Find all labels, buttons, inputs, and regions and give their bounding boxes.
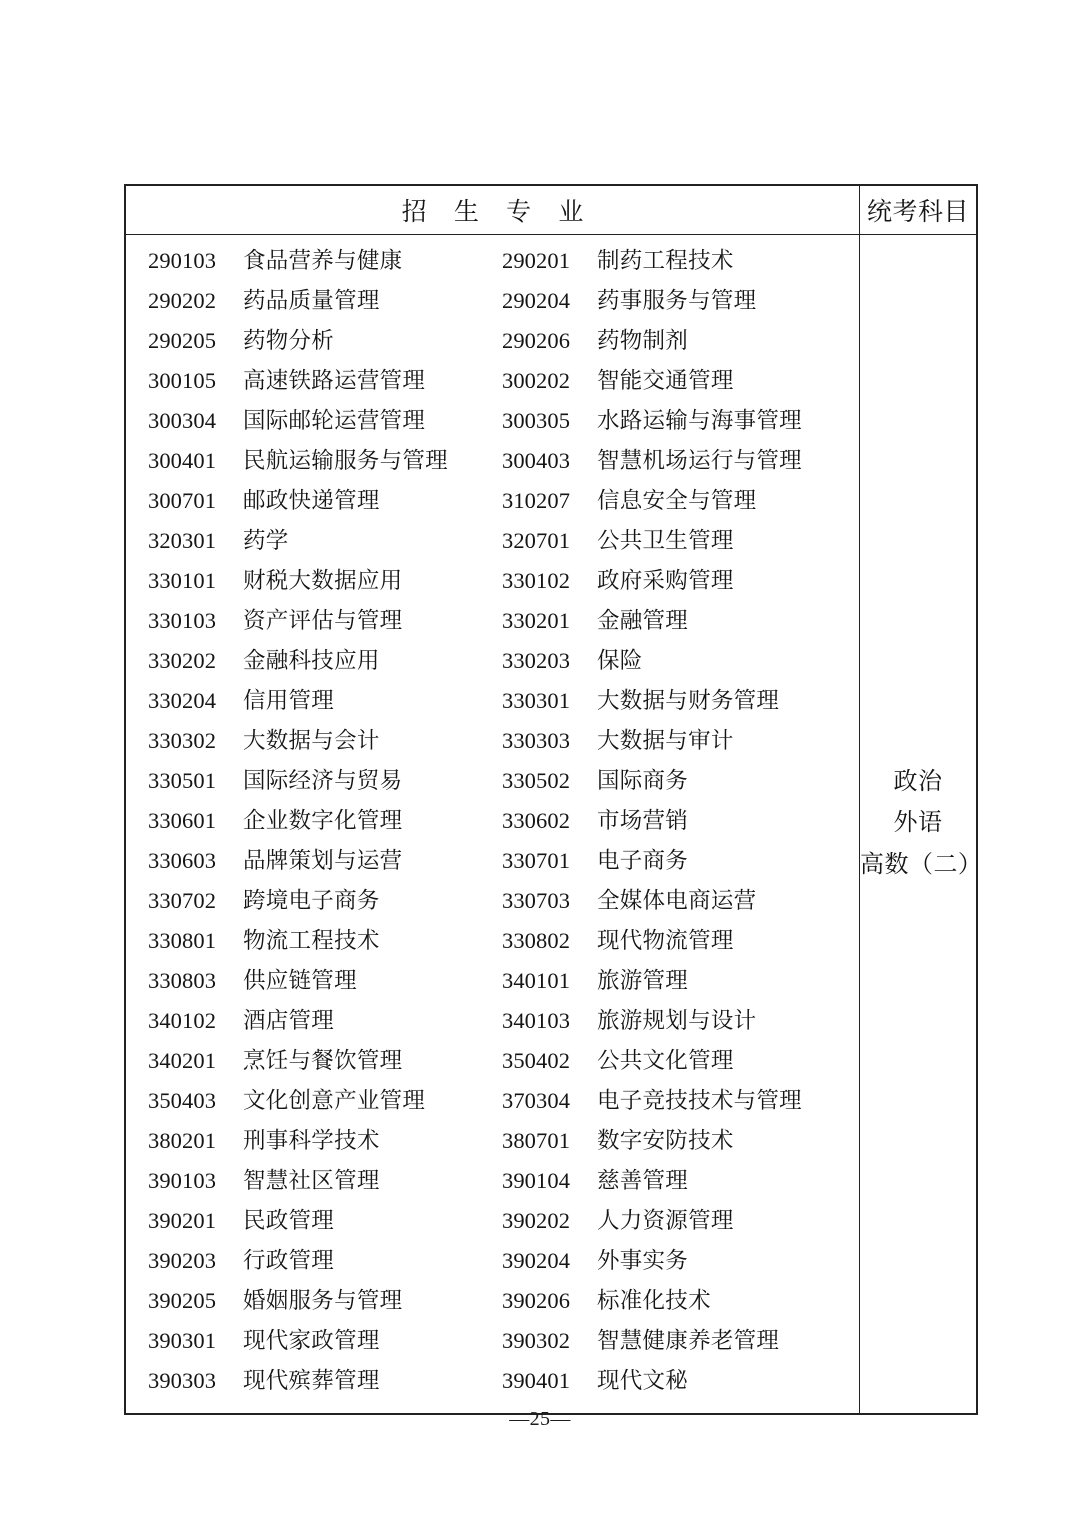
major-code-left: 330803 bbox=[148, 968, 217, 993]
major-code-right: 390302 bbox=[502, 1328, 571, 1353]
major-name-left: 酒店管理 bbox=[243, 1008, 335, 1033]
table-row bbox=[126, 1283, 859, 1323]
major-code-right: 330701 bbox=[502, 848, 571, 873]
table-row bbox=[126, 1083, 859, 1123]
table-row bbox=[126, 323, 859, 363]
major-code-left: 330603 bbox=[148, 848, 217, 873]
column-header-exam-subjects: 统考科目 bbox=[860, 186, 977, 235]
major-name-right: 外事实务 bbox=[597, 1248, 689, 1273]
major-name-right: 标准化技术 bbox=[597, 1288, 711, 1313]
major-name-right: 全媒体电商运营 bbox=[597, 888, 757, 913]
major-name-right: 旅游规划与设计 bbox=[597, 1008, 757, 1033]
major-code-right: 390104 bbox=[502, 1168, 571, 1193]
major-name-right: 水路运输与海事管理 bbox=[597, 408, 802, 433]
major-name-right: 公共卫生管理 bbox=[597, 528, 734, 553]
table-head bbox=[126, 186, 976, 235]
major-name-left: 物流工程技术 bbox=[243, 928, 380, 953]
major-name-left: 烹饪与餐饮管理 bbox=[243, 1048, 403, 1073]
major-name-right: 大数据与财务管理 bbox=[597, 688, 780, 713]
major-name-right: 电子竞技技术与管理 bbox=[597, 1088, 802, 1113]
column-header-majors: 招 生 专 业 bbox=[126, 186, 860, 235]
major-code-left: 330601 bbox=[148, 808, 217, 833]
major-name-right: 慈善管理 bbox=[597, 1168, 689, 1193]
major-code-right: 300305 bbox=[502, 408, 571, 433]
major-code-right: 390204 bbox=[502, 1248, 571, 1273]
table-row bbox=[126, 1123, 859, 1163]
page-number: —25— bbox=[509, 1408, 571, 1430]
major-code-left: 330103 bbox=[148, 608, 217, 633]
major-code-right: 320701 bbox=[502, 528, 571, 553]
table-row bbox=[126, 1203, 859, 1243]
major-name-right: 公共文化管理 bbox=[597, 1048, 734, 1073]
major-code-left: 300105 bbox=[148, 368, 217, 393]
exam-subject-item: 外语 bbox=[893, 810, 943, 837]
major-code-right: 300403 bbox=[502, 448, 571, 473]
table-row bbox=[126, 1323, 859, 1363]
major-name-right: 旅游管理 bbox=[597, 968, 689, 993]
table-row bbox=[126, 1163, 859, 1203]
major-name-left: 民航运输服务与管理 bbox=[243, 448, 448, 473]
major-code-right: 380701 bbox=[502, 1128, 571, 1153]
major-name-left: 信用管理 bbox=[243, 688, 335, 713]
major-code-right: 350402 bbox=[502, 1048, 571, 1073]
major-name-left: 金融科技应用 bbox=[243, 648, 380, 673]
table-row bbox=[126, 523, 859, 563]
table-row bbox=[126, 1043, 859, 1083]
major-code-left: 390303 bbox=[148, 1368, 217, 1393]
major-code-right: 330502 bbox=[502, 768, 571, 793]
table-row bbox=[126, 1363, 859, 1403]
major-code-right: 290204 bbox=[502, 288, 571, 313]
major-code-left: 390103 bbox=[148, 1168, 217, 1193]
table-row bbox=[126, 883, 859, 923]
major-code-right: 330301 bbox=[502, 688, 571, 713]
major-name-left: 企业数字化管理 bbox=[243, 808, 403, 833]
major-name-right: 保险 bbox=[597, 648, 643, 673]
major-code-left: 330204 bbox=[148, 688, 217, 713]
table-header-row bbox=[126, 186, 976, 235]
major-name-right: 智能交通管理 bbox=[597, 368, 734, 393]
table-row bbox=[126, 363, 859, 403]
major-name-left: 药学 bbox=[243, 528, 289, 553]
table-row bbox=[126, 563, 859, 603]
majors-exam-subjects-table bbox=[124, 184, 983, 1415]
table-row bbox=[126, 923, 859, 963]
major-name-left: 文化创意产业管理 bbox=[243, 1088, 426, 1113]
major-name-left: 高速铁路运营管理 bbox=[243, 368, 426, 393]
major-code-left: 330501 bbox=[148, 768, 217, 793]
major-name-right: 政府采购管理 bbox=[597, 568, 734, 593]
major-code-right: 370304 bbox=[502, 1088, 571, 1113]
table-row bbox=[126, 643, 859, 683]
major-code-right: 330802 bbox=[502, 928, 571, 953]
major-code-right: 330203 bbox=[502, 648, 571, 673]
major-code-left: 330101 bbox=[148, 568, 217, 593]
table-row bbox=[126, 723, 859, 763]
major-rows-list bbox=[126, 235, 859, 1413]
exam-subject-item: 高数（二） bbox=[860, 851, 983, 878]
major-code-left: 390201 bbox=[148, 1208, 217, 1233]
major-name-left: 跨境电子商务 bbox=[243, 888, 380, 913]
major-name-left: 现代家政管理 bbox=[243, 1328, 380, 1353]
major-code-right: 330102 bbox=[502, 568, 571, 593]
major-name-right: 现代文秘 bbox=[597, 1368, 689, 1393]
major-name-right: 数字安防技术 bbox=[597, 1128, 734, 1153]
table-row bbox=[126, 963, 859, 1003]
table-row bbox=[126, 443, 859, 483]
major-name-right: 金融管理 bbox=[597, 608, 689, 633]
major-code-right: 330602 bbox=[502, 808, 571, 833]
major-name-left: 国际邮轮运营管理 bbox=[243, 408, 426, 433]
table-body bbox=[126, 235, 983, 1414]
major-name-left: 邮政快递管理 bbox=[243, 488, 380, 513]
major-name-right: 制药工程技术 bbox=[597, 248, 734, 273]
major-code-left: 290202 bbox=[148, 288, 217, 313]
major-code-right: 390202 bbox=[502, 1208, 571, 1233]
table-body-row bbox=[126, 235, 976, 1414]
major-code-left: 380201 bbox=[148, 1128, 217, 1153]
major-code-left: 330702 bbox=[148, 888, 217, 913]
major-name-right: 药事服务与管理 bbox=[597, 288, 757, 313]
major-code-left: 300304 bbox=[148, 408, 217, 433]
major-code-right: 340101 bbox=[502, 968, 571, 993]
major-code-right: 330703 bbox=[502, 888, 571, 913]
major-code-left: 340102 bbox=[148, 1008, 217, 1033]
major-code-left: 390203 bbox=[148, 1248, 217, 1273]
major-code-right: 290201 bbox=[502, 248, 571, 273]
major-name-right: 智慧健康养老管理 bbox=[597, 1328, 780, 1353]
major-code-right: 330201 bbox=[502, 608, 571, 633]
major-name-right: 人力资源管理 bbox=[597, 1208, 734, 1233]
major-name-right: 大数据与审计 bbox=[597, 728, 734, 753]
table-row bbox=[126, 803, 859, 843]
major-code-right: 390206 bbox=[502, 1288, 571, 1313]
major-code-left: 330302 bbox=[148, 728, 217, 753]
major-name-left: 行政管理 bbox=[243, 1248, 335, 1273]
table-row bbox=[126, 243, 859, 283]
major-name-left: 刑事科学技术 bbox=[243, 1128, 380, 1153]
major-name-left: 财税大数据应用 bbox=[243, 568, 403, 593]
table-row bbox=[126, 1003, 859, 1043]
major-name-left: 药物分析 bbox=[243, 328, 335, 353]
major-name-right: 国际商务 bbox=[597, 768, 689, 793]
major-name-right: 现代物流管理 bbox=[597, 928, 734, 953]
table-row bbox=[126, 283, 859, 323]
major-code-left: 330801 bbox=[148, 928, 217, 953]
major-name-right: 电子商务 bbox=[597, 848, 689, 873]
major-name-right: 药物制剂 bbox=[597, 328, 689, 353]
major-name-left: 资产评估与管理 bbox=[243, 608, 403, 633]
major-code-left: 300401 bbox=[148, 448, 217, 473]
major-code-left: 320301 bbox=[148, 528, 217, 553]
major-code-left: 300701 bbox=[148, 488, 217, 513]
major-name-left: 供应链管理 bbox=[243, 968, 357, 993]
major-code-right: 310207 bbox=[502, 488, 571, 513]
major-name-left: 国际经济与贸易 bbox=[243, 768, 403, 793]
major-code-right: 390401 bbox=[502, 1368, 571, 1393]
exam-subject-item: 政治 bbox=[893, 769, 943, 796]
major-code-left: 290103 bbox=[148, 248, 217, 273]
major-code-left: 290205 bbox=[148, 328, 217, 353]
majors-cell bbox=[126, 235, 860, 1414]
major-code-left: 390301 bbox=[148, 1328, 217, 1353]
table-row bbox=[126, 843, 859, 883]
major-code-right: 330303 bbox=[502, 728, 571, 753]
major-code-right: 340103 bbox=[502, 1008, 571, 1033]
major-name-left: 现代殡葬管理 bbox=[243, 1368, 380, 1393]
major-name-left: 食品营养与健康 bbox=[243, 248, 403, 273]
major-code-left: 350403 bbox=[148, 1088, 217, 1113]
major-name-right: 信息安全与管理 bbox=[597, 488, 757, 513]
table-row bbox=[126, 763, 859, 803]
table-row bbox=[126, 483, 859, 523]
major-code-left: 390205 bbox=[148, 1288, 217, 1313]
major-name-left: 品牌策划与运营 bbox=[243, 848, 403, 873]
major-name-left: 婚姻服务与管理 bbox=[243, 1288, 403, 1313]
table-row bbox=[126, 603, 859, 643]
major-name-left: 民政管理 bbox=[243, 1208, 335, 1233]
major-name-left: 智慧社区管理 bbox=[243, 1168, 380, 1193]
table-row bbox=[126, 403, 859, 443]
major-code-left: 340201 bbox=[148, 1048, 217, 1073]
major-name-right: 市场营销 bbox=[597, 808, 689, 833]
major-name-left: 药品质量管理 bbox=[243, 288, 380, 313]
table bbox=[126, 186, 983, 1413]
major-code-left: 330202 bbox=[148, 648, 217, 673]
table-row bbox=[126, 683, 859, 723]
major-code-right: 300202 bbox=[502, 368, 571, 393]
major-code-right: 290206 bbox=[502, 328, 571, 353]
major-name-right: 智慧机场运行与管理 bbox=[597, 448, 802, 473]
major-name-left: 大数据与会计 bbox=[243, 728, 380, 753]
table-row bbox=[126, 1243, 859, 1283]
